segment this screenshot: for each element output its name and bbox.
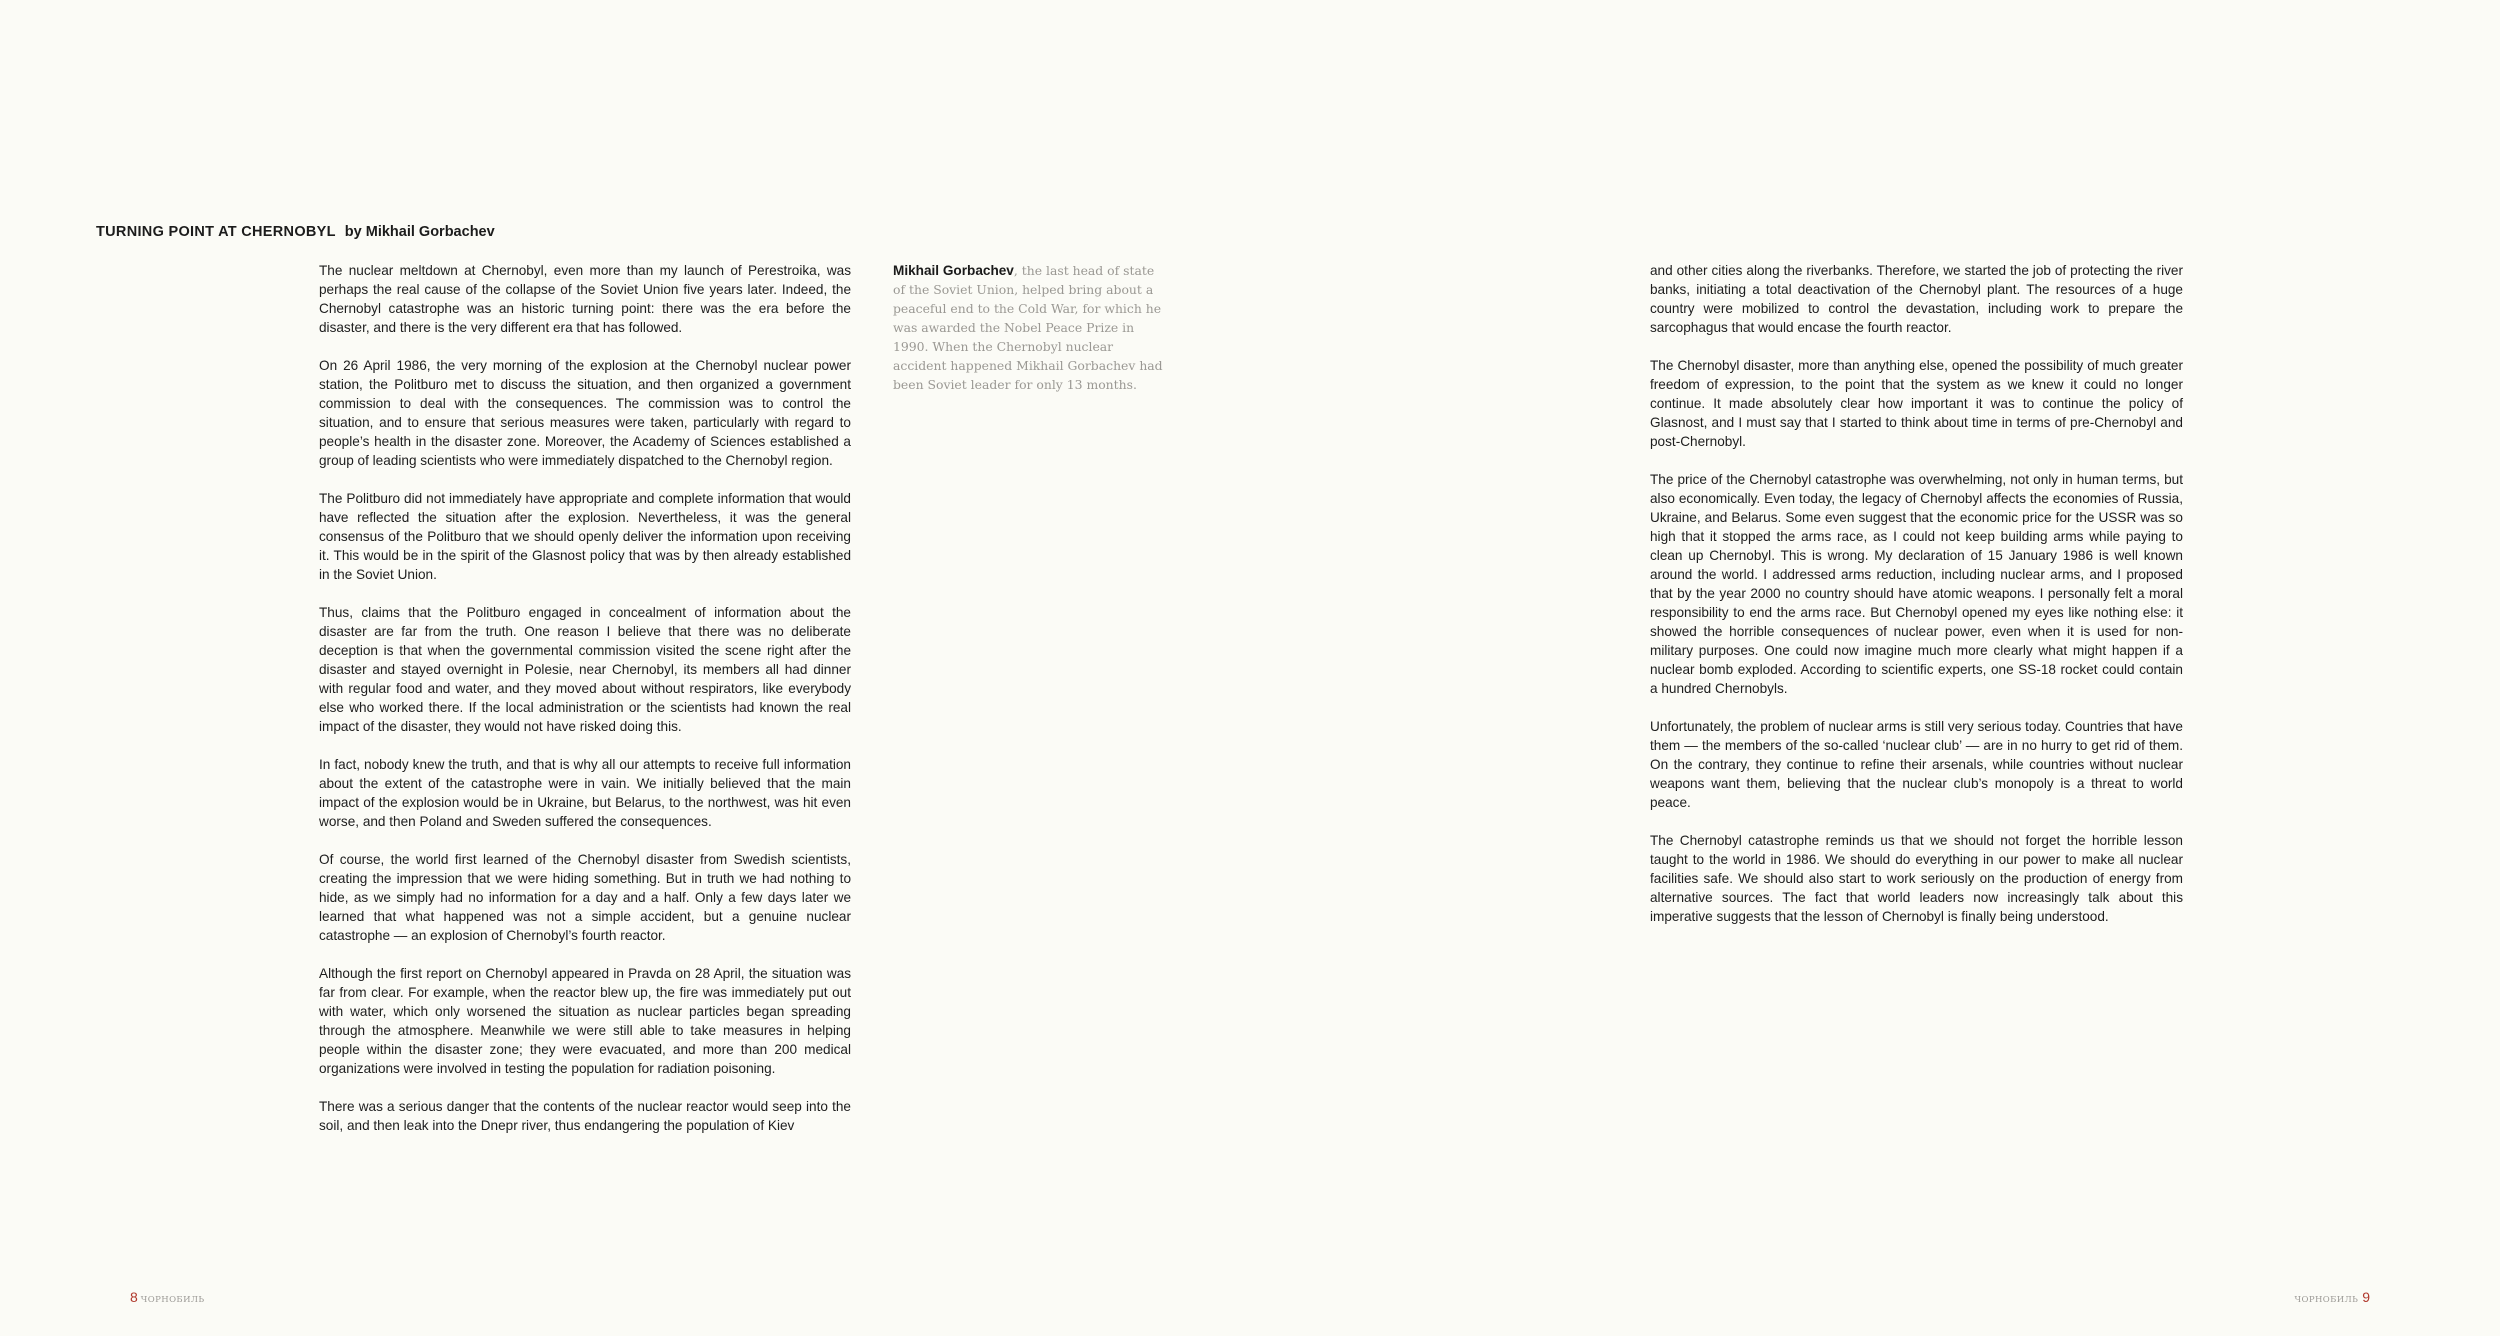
paragraph: Thus, claims that the Politburo engaged in concealment of information about the disaster are far from the truth. One reason I believe that there was no deliberate deception is that when the governmental commission visited the scene right after the disaster and stayed overnight in Polesie, near Chernobyl, its members all had dinner with regular food and water, and they moved about without respirators, like everybody else who worked there. If the local administration or the scientists had known the real impact of the disaster, they would not have risked doing this. [319, 605, 851, 734]
article-heading [96, 223, 495, 241]
right-page-folio [2294, 1289, 2370, 1308]
paragraph: On 26 April 1986, the very morning of the explosion at the Chernobyl nuclear power station, the Politburo met to discuss the situation, and then organized a government commission to deal with the consequences. The commission was to control the situation, and to ensure that serious measures were taken, particularly with regard to people’s health in the disaster zone. Moreover, the Academy of Sciences established a group of leading scientists who were immediately dispatched to the Chernobyl region. [319, 358, 851, 468]
paragraph: There was a serious danger that the contents of the nuclear reactor would seep into the soil, and then leak into the Dnepr river, thus endangering the population of Kiev [319, 1099, 851, 1133]
paragraph: The price of the Chernobyl catastrophe was overwhelming, not only in human terms, but also economically. Even today, the legacy of Chernobyl affects the economies of Russia, Ukraine, and Belarus. Some even suggest that the economic price for the USSR was so high that it stopped the arms race, as I could not keep building arms while paying to clean up Chernobyl. This is wrong. My declaration of 15 January 1986 is well known around the world. I addressed arms reduction, including nuclear arms, and I proposed that by the year 2000 no country should have atomic weapons. I personally felt a moral responsibility to end the arms race. But Chernobyl opened my eyes like nothing else: it showed the horrible consequences of nuclear power, even when it is used for non-military purposes. One could now imagine much more clearly what might happen if a nuclear bomb exploded. According to scientific experts, one SS-18 rocket could contain a hundred Chernobyls. [1650, 472, 2183, 696]
left-text-column [319, 261, 851, 1154]
paragraph: The Politburo did not immediately have appropriate and complete information that would have reflected the situation after the explosion. Nevertheless, it was the general consensus of the Politburo that we should openly deliver the information upon receiving it. This would be in the spirit of the Glasnost policy that was by then already established in the Soviet Union. [319, 491, 851, 582]
page-number: 8 [130, 1289, 138, 1305]
author-bio-text: , the last head of state of the Soviet Union, helped bring about a peaceful end to the Cold War, for which he was awarded the Nobel Peace Prize in 1990. When the Chernobyl nuclear accident happened Mikhail Gorbachev had been Soviet leader for only 13 months. [893, 263, 1163, 392]
paragraph: In fact, nobody knew the truth, and that is why all our attempts to receive full information about the extent of the catastrophe were in vain. We initially believed that the main impact of the explosion would be in Ukraine, but Belarus, to the northwest, was hit even worse, and then Poland and Sweden suffered the consequences. [319, 757, 851, 829]
paragraph: The nuclear meltdown at Chernobyl, even more than my launch of Perestroika, was perhaps the real cause of the collapse of the Soviet Union five years later. Indeed, the Chernobyl catastrophe was an historic turning point: there was the era before the disaster, and there is the very different era that has followed. [319, 263, 851, 335]
running-head: ЧОРНОБИЛЬ [140, 1295, 205, 1305]
running-head: ЧОРНОБИЛЬ [2294, 1295, 2359, 1305]
paragraph: The Chernobyl catastrophe reminds us that we should not forget the horrible lesson taught to the world in 1986. We should do everything in our power to make all nuclear facilities safe. We should also start to work seriously on the production of energy from alternative sources. The fact that world leaders now increasingly talk about this imperative suggests that the lesson of Chernobyl is finally being understood. [1650, 833, 2183, 924]
paragraph: The Chernobyl disaster, more than anything else, opened the possibility of much greater freedom of expression, to the point that the system as we knew it could no longer continue. It made absolutely clear how important it was to continue the policy of Glasnost, and I must say that I started to think about time in terms of pre-Chernobyl and post-Chernobyl. [1650, 358, 2183, 449]
left-page-folio [130, 1289, 205, 1308]
article-title: TURNING POINT AT CHERNOBYL [96, 224, 336, 240]
right-text-column [1650, 261, 2183, 945]
paragraph: Although the first report on Chernobyl appeared in Pravda on 28 April, the situation was far from clear. For example, when the reactor blew up, the fire was immediately put out with water, which only worsened the situation as nuclear particles began spreading through the atmosphere. Meanwhile we were still able to take measures in helping people within the disaster zone; they were evacuated, and more than 200 medical organizations were involved in testing the population for radiation poisoning. [319, 966, 851, 1076]
paragraph: and other cities along the riverbanks. Therefore, we started the job of protecting the river banks, initiating a total deactivation of the Chernobyl plant. The resources of a huge country were mobilized to control the devastation, including work to prepare the sarcophagus that would encase the fourth reactor. [1650, 263, 2183, 335]
author-bio-sidebar [893, 261, 1165, 394]
author-name: Mikhail Gorbachev [893, 263, 1014, 278]
paragraph: Of course, the world first learned of the Chernobyl disaster from Swedish scientists, creating the impression that we were hiding something. But in truth we had nothing to hide, as we simply had no information for a day and a half. Only a few days later we learned that what happened was not a simple accident, but a genuine nuclear catastrophe — an explosion of Chernobyl’s fourth reactor. [319, 852, 851, 943]
paragraph: Unfortunately, the problem of nuclear arms is still very serious today. Countries that have them — the members of the so-called ‘nuclear club’ — are in no hurry to get rid of them. On the contrary, they continue to refine their arsenals, while countries without nuclear weapons want them, believing that the nuclear club’s monopoly is a threat to world peace. [1650, 719, 2183, 810]
article-byline: by Mikhail Gorbachev [344, 224, 495, 240]
page-number: 9 [2362, 1289, 2370, 1305]
